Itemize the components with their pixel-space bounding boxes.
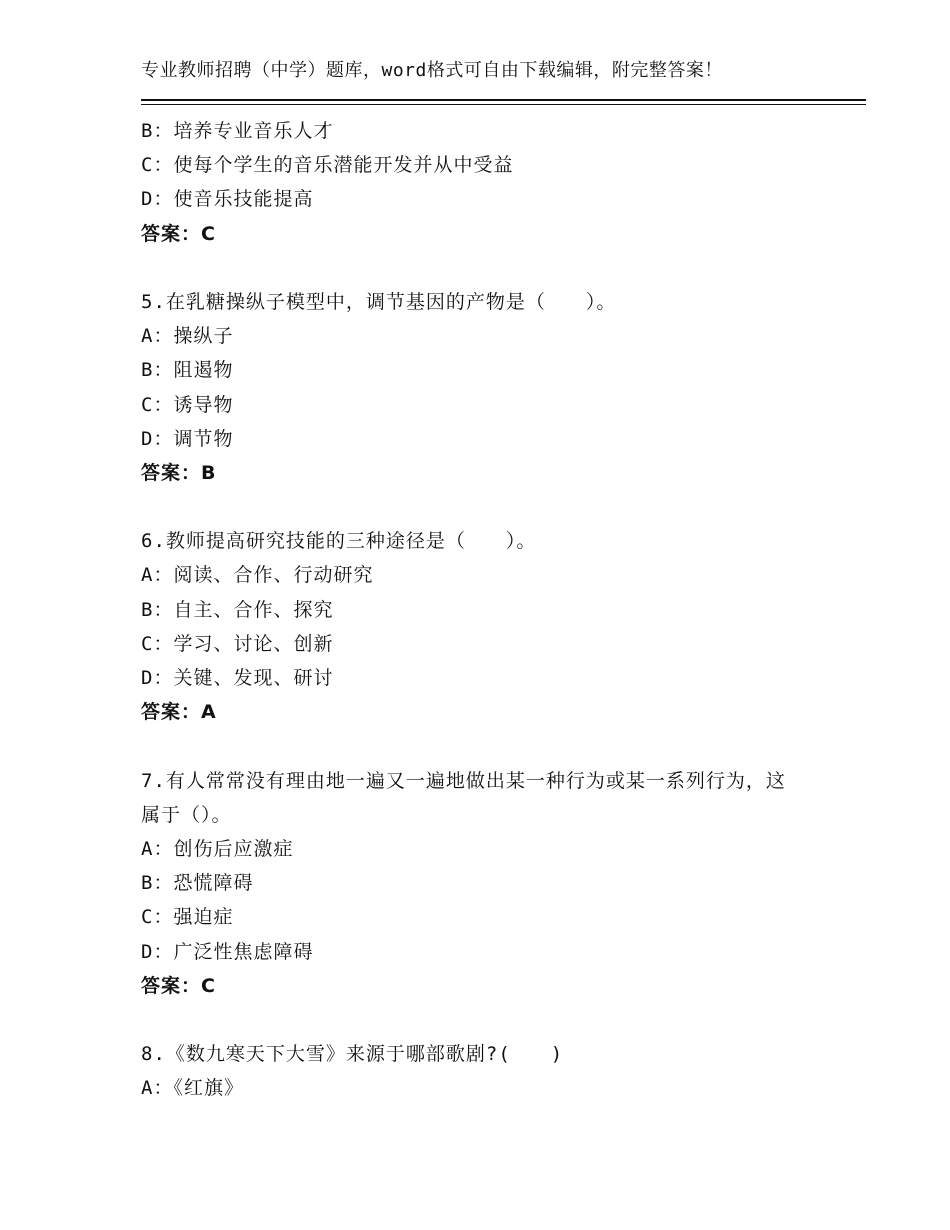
option-b: B：自主、合作、探究	[141, 598, 334, 621]
option-c: C：使每个学生的音乐潜能开发并从中受益	[141, 154, 514, 177]
option-d: D：使音乐技能提高	[141, 188, 314, 211]
question-7	[141, 764, 866, 1003]
option-c: C：诱导物	[141, 393, 234, 416]
option-a: A：《红旗》	[141, 1077, 244, 1100]
answer: 答案：C	[141, 974, 216, 997]
option-a: A：创伤后应激症	[141, 837, 294, 860]
answer: 答案：B	[141, 461, 217, 484]
question-stem: 8.《数九寒天下大雪》来源于哪部歌剧?( )	[141, 1043, 564, 1066]
question-stem: 5.在乳糖操纵子模型中，调节基因的产物是（ ）。	[141, 290, 617, 313]
option-b: B：培养专业音乐人才	[141, 120, 334, 142]
header-rule-thin	[141, 104, 866, 105]
answer: 答案：A	[141, 701, 217, 724]
option-d: D：关键、发现、研讨	[141, 667, 334, 689]
page-header: 专业教师招聘（中学）题库，word格式可自由下载编辑，附完整答案！	[141, 60, 723, 81]
question-4-tail	[141, 114, 866, 251]
option-b: B：阻遏物	[141, 359, 234, 382]
option-a: A：操纵子	[141, 325, 234, 348]
question-stem: 7.有人常常没有理由地一遍又一遍地做出某一种行为或某一系列行为，这属于（）。	[141, 769, 786, 826]
option-b: B：恐慌障碍	[141, 872, 254, 895]
question-list	[141, 114, 866, 1105]
option-d: D：调节物	[141, 427, 234, 450]
question-5	[141, 285, 866, 490]
question-6	[141, 524, 866, 729]
option-d: D：广泛性焦虑障碍	[141, 940, 314, 963]
option-c: C：强迫症	[141, 906, 234, 929]
question-8	[141, 1037, 866, 1105]
option-a: A：阅读、合作、行动研究	[141, 564, 374, 587]
question-stem: 6.教师提高研究技能的三种途径是（ ）。	[141, 530, 537, 553]
answer: 答案：C	[141, 222, 216, 245]
header-rule-thick	[141, 99, 866, 101]
option-c: C：学习、讨论、创新	[141, 632, 334, 655]
